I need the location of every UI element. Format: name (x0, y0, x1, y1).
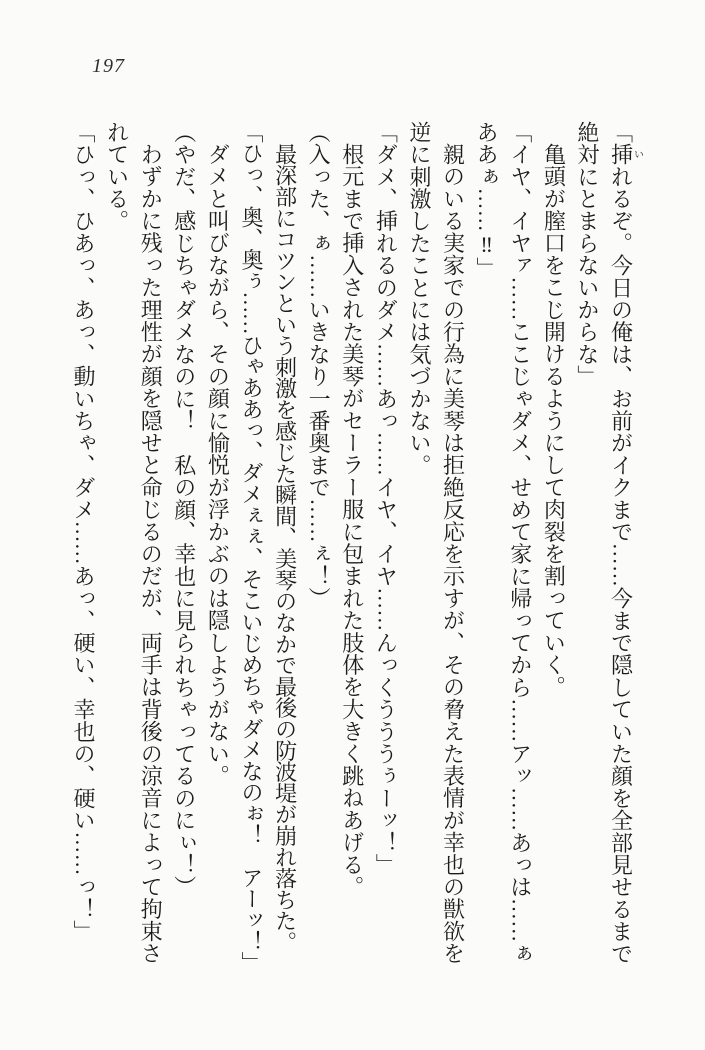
text-column: 亀頭が膣口をこじ開けるようにして肉裂を割っていく。 (541, 143, 567, 698)
text-column: れている。 (104, 121, 130, 232)
text-column: 「ひっ、ひあっ、あっ、動いちゃ、ダメ……あっ、硬い、幸也の、硬い……っ！」 (71, 121, 96, 943)
text-column: 最深部にコツンという刺激を感じた瞬間、美琴のなかで最後の防波堤が崩れ落ちた。 (272, 143, 298, 953)
text-column: 「挿いれるぞ。今日の俺は、お前がイクまで……今まで隠していた顔を全部見せるまで (608, 121, 643, 965)
text-column: 「ダメ、挿れるのダメ……あっ……イヤ、イヤ……んっくうううぅーッ！」 (373, 121, 399, 876)
text-column: ダメと叫びながら、その顔に愉悦が浮かぶのは隠しようがない。 (205, 143, 231, 787)
text-column: わずかに残った理性が顔を隠せと命じるのだが、両手は背後の涼音によって拘束さ (138, 143, 164, 965)
text-column: （入った、ぁ……いきなり一番奥まで……ぇ！） (306, 121, 332, 610)
text-column: 「ひっ、奥、奥ぅ……ひゃああっ、ダメぇぇ、そこいじめちゃダメなのぉ！ アーッ！」 (238, 121, 264, 974)
text-column: 絶対にとまらないからな」 (574, 121, 600, 388)
page-number: 197 (92, 55, 125, 77)
text-block (66, 121, 643, 974)
text-column: 親のいる実家での行為に美琴は拒絶反応を示すが、その脅えた表情が幸也の獣欲を (440, 143, 466, 965)
text-column: （やだ、感じちゃダメなのに！ 私の顔、幸也に見られちゃってるのにぃ！） (171, 121, 197, 898)
text-column: 根元まで挿入された美琴がセーラー服に包まれた肢体を大きく跳ねあげる。 (339, 143, 365, 898)
text-column: ああぁ……‼」 (474, 121, 500, 280)
text-column: 「イヤ、イヤァ……ここじゃダメ、せめて家に帰ってから……アッ……あっは……ぁ (507, 121, 533, 965)
text-column: 逆に刺激したことには気づかない。 (406, 121, 432, 477)
